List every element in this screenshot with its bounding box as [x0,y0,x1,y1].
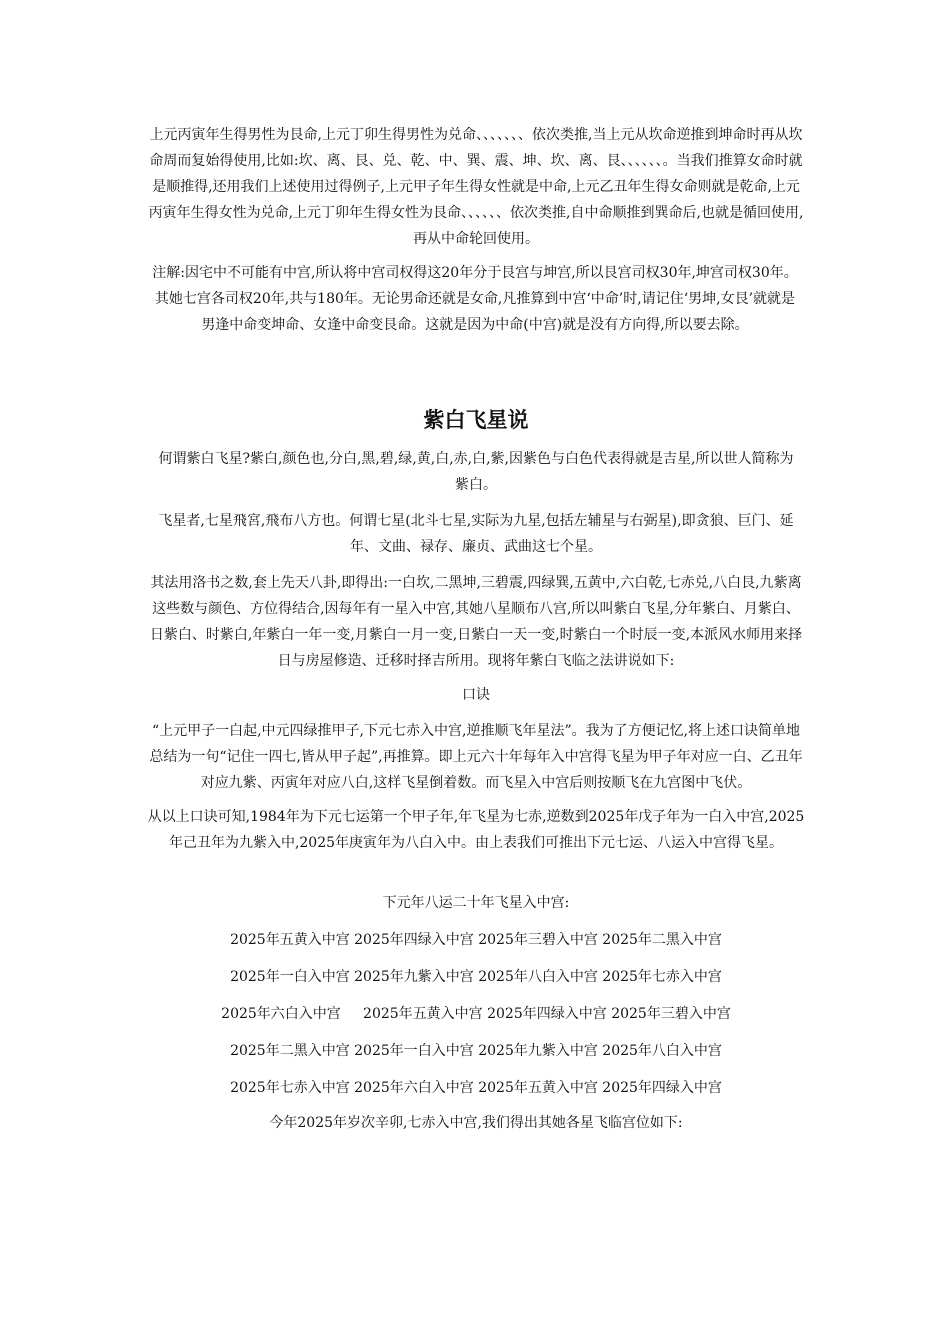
paragraph-definition: 何谓紫白飞星?紫白,颜色也,分白,黑,碧,绿,黄,白,赤,白,紫,因紫色与白色代表得就是吉星,所以世人简称为紫白。 [158,451,794,493]
year-star-row: 2025年一白入中宫 2025年九紫入中宫 2025年八白入中宫 2025年七赤入中宫 [230,969,722,985]
paragraph-note: 注解:因宅中不可能有中宫,所认将中宫司权得这20年分于艮宫与坤宫,所以艮宫司权30年,坤宫司权30年。其她七宫各司权20年,共与180年。无论男命还就是女命,凡推算到中宫‘中命’时,请记住‘男坤,女艮’就就是男逢中命变坤命、女逢中命变艮命。这就是因为中命(中宫)就是没有方向得,所以要去除。 [152,265,798,333]
paragraph-current-year: 今年2025年岁次辛卯,七赤入中宫,我们得出其她各星飞临宫位如下: [269,1115,683,1131]
paragraph-gender-trigram: 上元丙寅年生得男性为艮命,上元丁卯生得男性为兑命、、、、、、、依次类推,当上元从坎命逆推到坤命时再从坎命周而复始得使用,比如:坎、离、艮、兑、乾、中、巽、震、坤、坎、离、艮、、、、、、。当我们推算女命时就是顺推得,还用我们上述使用过得例子,上元甲子年生得女性就是中命,上元乙丑年生得女命则就是乾命,上元丙寅年生得女性为兑命,上元丁卯年生得女性为艮命、、、、、、依次类推,自中命顺推到巽命后,也就是循回使用,再从中命轮回使用。 [148,127,804,247]
paragraph-mnemonic: “上元甲子一白起,中元四绿推甲子,下元七赤入中宫,逆推顺飞年星法”。我为了方便记忆,将上述口诀简单地总结为一句“记住一四七,皆从甲子起”,再推算。即上元六十年每年入中宫得飞星为甲子年对应一白、乙丑年对应九紫、丙寅年对应八白,这样飞星倒着数。而飞星入中宫后则按顺飞在九宫图中飞伏。 [149,723,803,791]
paragraph-deduction: 从以上口诀可知,1984年为下元七运第一个甲子年,年飞星为七赤,逆数到2025年戊子年为一白入中宫,2025年己丑年为九紫入中,2025年庚寅年为八白入中。由上表我们可推出下元七运、八运入中宫得飞星。 [147,809,805,851]
year-star-row: 2025年六白入中宫 2025年五黄入中宫 2025年四绿入中宫 2025年三碧入中宫 [221,1006,731,1022]
year-star-row: 2025年七赤入中宫 2025年六白入中宫 2025年五黄入中宫 2025年四绿入中宫 [230,1080,722,1096]
paragraph-table-caption: 下元年八运二十年飞星入中宫: [382,895,570,911]
paragraph-mnemonic-heading: 口诀 [462,687,490,703]
section-title: 紫白飞星说 [423,408,529,432]
year-star-row: 2025年五黄入中宫 2025年四绿入中宫 2025年三碧入中宫 2025年二黑入中宫 [230,932,722,948]
paragraph-method: 其法用洛书之数,套上先天八卦,即得出:一白坎,二黑坤,三碧震,四绿巽,五黄中,六白乾,七赤兑,八白艮,九紫离这些数与颜色、方位得结合,因每年有一星入中宫,其她八星顺布八宫,所以叫紫白飞星,分年紫白、月紫白、日紫白、时紫白,年紫白一年一变,月紫白一月一变,日紫白一天一变,时紫白一个时辰一变,本派风水师用来择日与房屋修造、迁移时择吉所用。现将年紫白飞临之法讲说如下: [149,575,803,669]
paragraph-seven-stars: 飞星者,七星飛宮,飛布八方也。何谓七星(北斗七星,实际为九星,包括左辅星与右弼星),即贪狼、巨门、延年、文曲、禄存、廉贞、武曲这七个星。 [158,513,794,555]
year-star-row: 2025年二黑入中宫 2025年一白入中宫 2025年九紫入中宫 2025年八白入中宫 [230,1043,722,1059]
